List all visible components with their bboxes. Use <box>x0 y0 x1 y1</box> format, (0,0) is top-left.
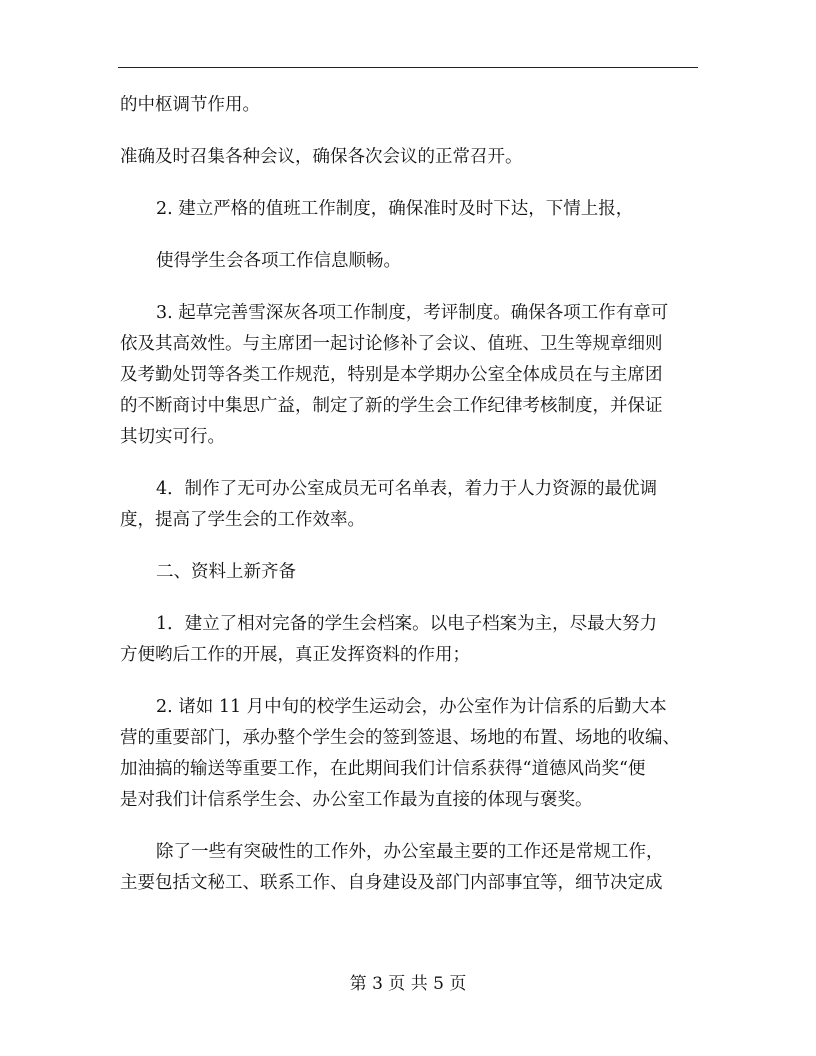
text-line: 是对我们计信系学生会、办公室工作最为直接的体现与褒奖。 <box>120 790 593 810</box>
text-line: 3. 起草完善雪深灰各项工作制度，考评制度。确保各项工作有章可 <box>156 303 669 323</box>
header-rule <box>118 67 698 68</box>
paragraph <box>120 505 700 536</box>
text-line: 的中枢调节作用。 <box>120 95 260 115</box>
text-line: 加油搞的输送等重要工作，在此期间我们计信系获得“道德风尚奖“便 <box>120 759 646 779</box>
text-line: 除了一些有突破性的工作外，办公室最主要的工作还是常规工作， <box>156 842 664 862</box>
paragraph <box>120 90 700 121</box>
text-line: 4．制作了无可办公室成员无可名单表，着力于人力资源的最优调 <box>156 479 658 499</box>
paragraph <box>120 329 700 453</box>
text-line: 其切实可行。 <box>120 427 225 447</box>
text-line: 1．建立了相对完备的学生会档案。以电子档案为主，尽最大努力 <box>156 614 658 634</box>
paragraph <box>120 474 700 505</box>
paragraph <box>120 246 700 277</box>
paragraph <box>120 557 700 588</box>
text-line: 准确及时召集各种会议，确保各次会议的正常召开。 <box>120 147 523 167</box>
text-line: 方便哟后工作的开展，真正发挥资料的作用； <box>120 645 470 665</box>
text-line: 二、资料上新齐备 <box>156 562 296 582</box>
paragraph <box>120 723 700 816</box>
paragraph <box>120 142 700 173</box>
paragraph <box>120 609 700 640</box>
page-footer: 第 3 页 共 5 页 <box>349 974 467 994</box>
paragraph <box>120 837 700 868</box>
text-line: 营的重要部门，承办整个学生会的签到签退、场地的布置、场地的收编、 <box>120 728 680 748</box>
text-line: 及考勤处罚等各类工作规范，特别是本学期办公室全体成员在与主席团 <box>120 365 663 385</box>
text-line: 的不断商讨中集思广益，制定了新的学生会工作纪律考核制度，并保证 <box>120 396 663 416</box>
text-line: 使得学生会各项工作信息顺畅。 <box>156 251 401 271</box>
paragraph <box>120 640 700 671</box>
paragraph <box>120 692 700 723</box>
paragraph <box>120 868 700 899</box>
text-line: 2. 诸如 11 月中旬的校学生运动会，办公室作为计信系的后勤大本 <box>156 697 667 717</box>
text-line: 2. 建立严格的值班工作制度，确保准时及时下达，下情上报， <box>156 199 634 219</box>
text-line: 度，提高了学生会的工作效率。 <box>120 510 365 530</box>
text-line: 依及其高效性。与主席团一起讨论修补了会议、值班、卫生等规章细则 <box>120 334 663 354</box>
paragraph <box>120 194 700 225</box>
body-text <box>120 90 700 920</box>
text-line: 主要包括文秘工、联系工作、自身建设及部门内部事宜等，细节决定成 <box>120 873 663 893</box>
paragraph <box>120 298 700 329</box>
